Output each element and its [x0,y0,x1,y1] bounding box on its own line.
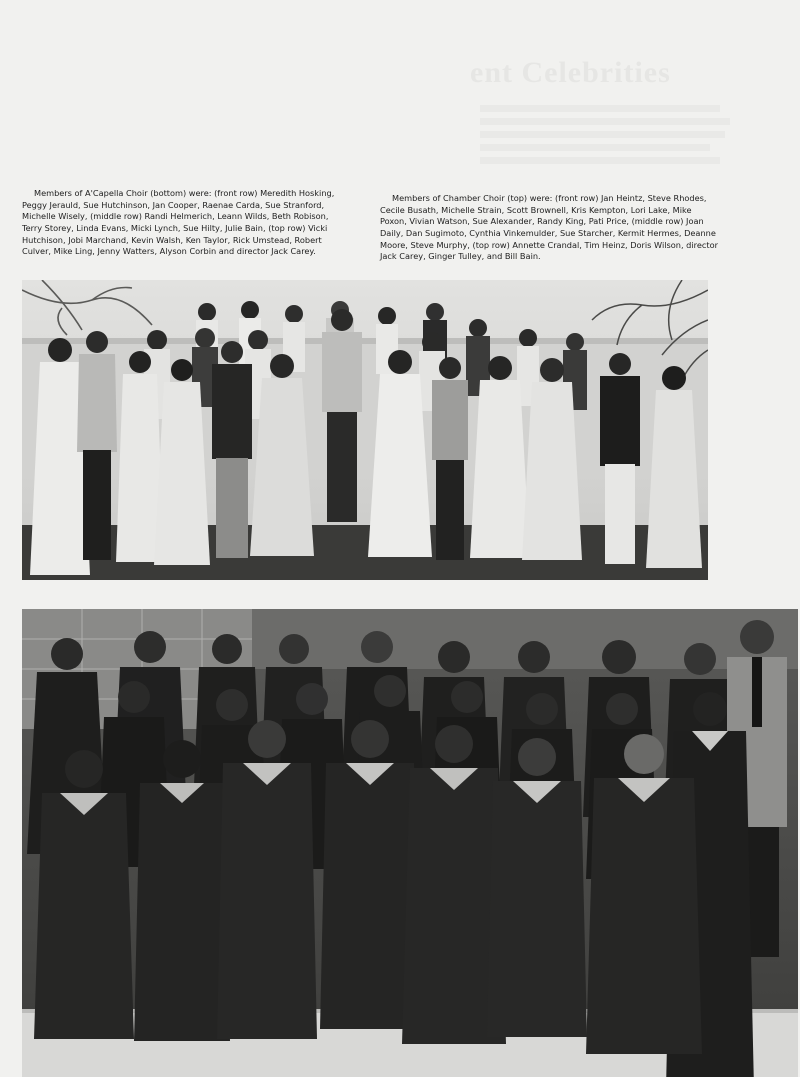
bleed-through-line [480,118,730,125]
acapella-choir-caption: Members of A'Capella Choir (bottom) were: (front row) Meredith Hosking, Peggy Jerauld, Sue Hutchinson, Jan Cooper, Raenae Carda, Sue Stranford, Michelle Wisely, (middle row) Randi Helmerich, Leann Wilds, Beth Robison, Terry Storey, Linda Evans, Micki Lynch, Sue Hilty, Julie Bain, (top row) Vicki Hutchison, Jobi Marchand, Kevin Walsh, Ken Taylor, Rick Umstead, Robert Culver, Mike Ling, Jenny Watters, Alyson Corbin and director Jack Carey. [22,188,335,257]
chamber-choir-caption: Members of Chamber Choir (top) were: (front row) Jan Heintz, Steve Rhodes, Cecile Busath, Michelle Strain, Scott Brownell, Kris Kempton, Lori Lake, Mike Poxon, Vivian Watson, Sue Alexander, Randy King, Pati Price, (middle row) Joan Daily, Dan Sugimoto, Cynthia Vinkemulder, Sue Starcher, Kermit Hermes, Deanne Moore, Steve Murphy, (top row) Annette Crandal, Tim Heinz, Doris Wilson, director Jack Carey, Ginger Tulley, and Bill Bain. [380,193,718,262]
bleed-through-line [480,144,710,151]
bleed-through-line [480,157,720,164]
acapella-choir-photo [22,609,798,1077]
bleed-through-line [480,105,720,112]
bleed-through-title: ent Celebrities [470,56,671,89]
chamber-choir-photo [22,280,708,580]
bleed-through-line [480,131,725,138]
